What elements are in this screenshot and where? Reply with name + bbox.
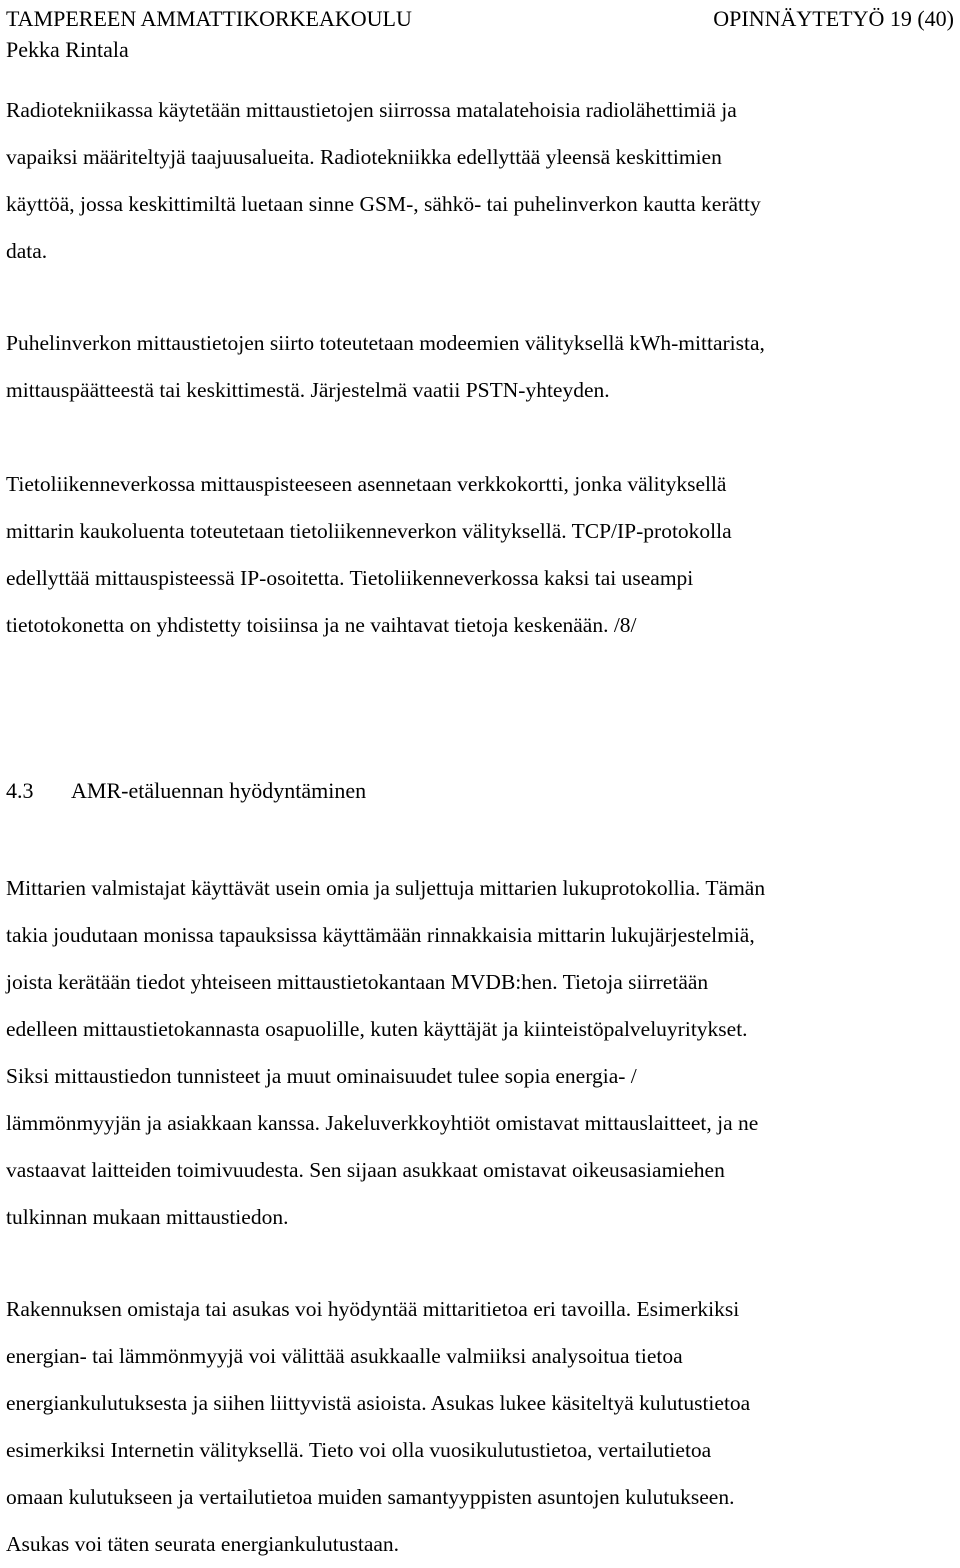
text-line: data.	[6, 239, 48, 263]
text-line: tulkinnan mukaan mittaustiedon.	[6, 1205, 289, 1229]
paragraph-owner-usage	[6, 1286, 954, 1568]
text-line: tietotokonetta on yhdistetty toisiinsa ja ne vaihtavat tietoja keskenään. /8/	[6, 613, 637, 637]
text-line: edellyttää mittauspisteessä IP-osoitetta. Tietoliikenneverkossa kaksi tai useampi	[6, 566, 694, 590]
text-line: Puhelinverkon mittaustietojen siirto toteutetaan modeemien välityksellä kWh-mittarista,	[6, 331, 765, 355]
text-line: esimerkiksi Internetin välityksellä. Tieto voi olla vuosikulutustietoa, vertailutietoa	[6, 1438, 712, 1462]
text-line: mittauspäätteestä tai keskittimestä. Järjestelmä vaatii PSTN-yhteyden.	[6, 378, 610, 402]
text-line: omaan kulutukseen ja vertailutietoa muiden samantyyppisten asuntojen kulutukseen.	[6, 1485, 735, 1509]
text-line: käyttöä, jossa keskittimiltä luetaan sinne GSM-, sähkö- tai puhelinverkon kautta kerätty	[6, 192, 761, 216]
text-line: energian- tai lämmönmyyjä voi välittää asukkaalle valmiiksi analysoitua tietoa	[6, 1344, 683, 1368]
text-line: mittarin kaukoluenta toteutetaan tietoliikenneverkon välityksellä. TCP/IP-protokolla	[6, 519, 732, 543]
paragraph-phone-network	[6, 320, 954, 414]
text-line: vapaiksi määriteltyjä taajuusalueita. Radiotekniikka edellyttää yleensä keskittimien	[6, 145, 722, 169]
paragraph-data-network	[6, 461, 954, 649]
text-line: lämmönmyyjän ja asiakkaan kanssa. Jakeluverkkoyhtiöt omistavat mittauslaitteet, ja ne	[6, 1111, 759, 1135]
section-heading	[6, 767, 366, 814]
text-line: joista kerätään tiedot yhteiseen mittaustietokantaan MVDB:hen. Tietoja siirretään	[6, 970, 709, 994]
page-header	[6, 3, 954, 65]
header-institution: TAMPEREEN AMMATTIKORKEAKOULU	[6, 6, 412, 31]
text-line: Radiotekniikassa käytetään mittaustietojen siirrossa matalatehoisia radiolähettimiä ja	[6, 98, 737, 122]
text-line: Mittarien valmistajat käyttävät usein omia ja suljettuja mittarien lukuprotokollia. Tämän	[6, 876, 766, 900]
text-line: Rakennuksen omistaja tai asukas voi hyödyntää mittaritietoa eri tavoilla. Esimerkiksi	[6, 1297, 740, 1321]
paragraph-radio	[6, 87, 954, 275]
paragraph-meter-protocols	[6, 865, 954, 1241]
header-doc-type-page: OPINNÄYTETYÖ 19 (40)	[713, 6, 954, 31]
section-number: 4.3	[6, 778, 34, 803]
text-line: Tietoliikenneverkossa mittauspisteeseen asennetaan verkkokortti, jonka välityksellä	[6, 472, 727, 496]
text-line: vastaavat laitteiden toimivuudesta. Sen sijaan asukkaat omistavat oikeusasiamiehen	[6, 1158, 725, 1182]
section-title: AMR-etäluennan hyödyntäminen	[71, 778, 367, 803]
text-line: energiankulutuksesta ja siihen liittyvistä asioista. Asukas lukee käsiteltyä kulutustietoa	[6, 1391, 751, 1415]
text-line: Asukas voi täten seurata energiankulutustaan.	[6, 1532, 400, 1556]
header-row	[6, 3, 954, 34]
text-line: Siksi mittaustiedon tunnisteet ja muut ominaisuudet tulee sopia energia- /	[6, 1064, 637, 1088]
header-author: Pekka Rintala	[6, 37, 129, 62]
text-line: takia joudutaan monissa tapauksissa käyttämään rinnakkaisia mittarin lukujärjestelmiä,	[6, 923, 755, 947]
text-line: edelleen mittaustietokannasta osapuolille, kuten käyttäjät ja kiinteistöpalveluyritykset.	[6, 1017, 748, 1041]
